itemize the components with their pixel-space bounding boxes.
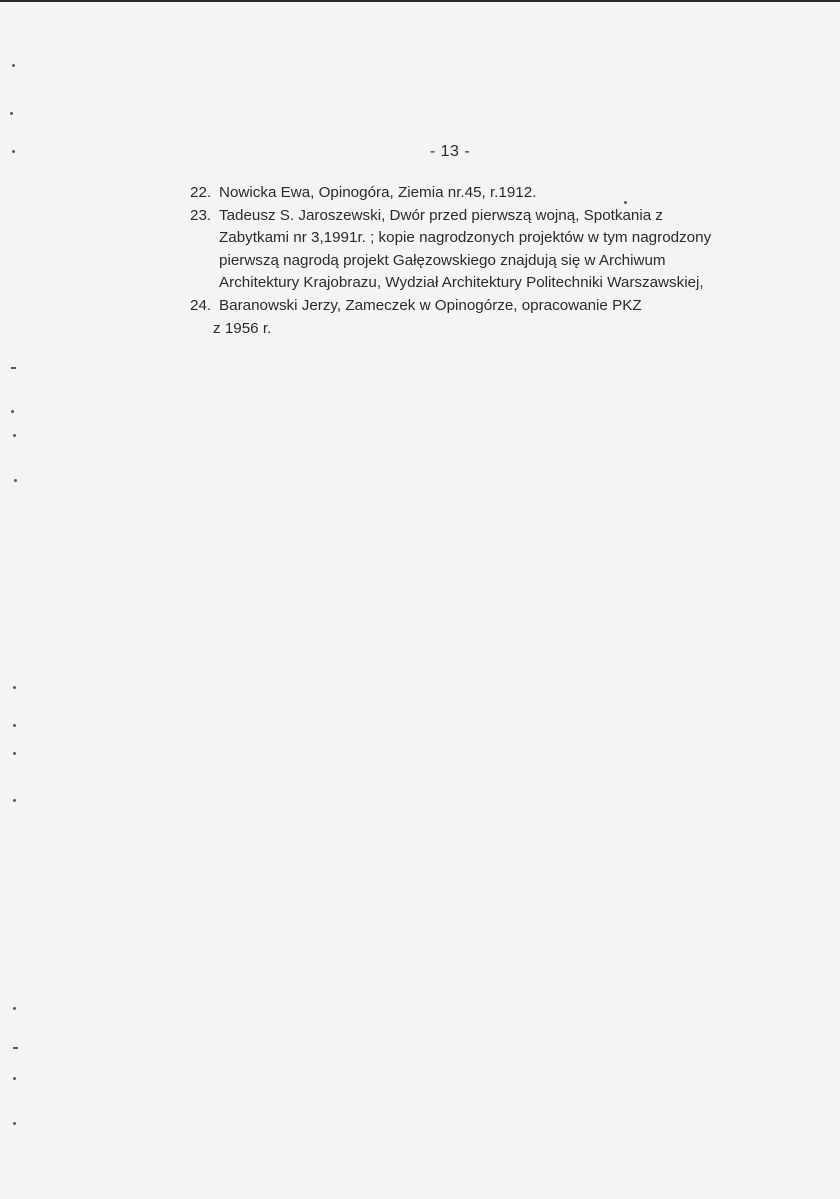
reference-list [190,182,730,340]
reference-number: 24. [190,296,212,314]
reference-text: Baranowski Jerzy, Zameczek w Opinogórze, opracowanie PKZ [219,296,642,314]
reference-text-continuation: z 1956 r. [213,319,272,337]
reference-text: Nowicka Ewa, Opinogóra, Ziemia nr.45, r.1912. [219,184,537,201]
scan-speck [11,410,14,413]
scan-speck [13,1122,16,1125]
scan-speck [11,367,16,369]
reference-item [190,182,730,205]
reference-number: 23. [190,206,212,224]
scan-speck [13,1047,18,1049]
scan-speck [13,1077,16,1080]
page-number: - 13 - [429,143,471,160]
scan-speck [10,112,13,115]
reference-number: 22. [190,184,212,201]
scan-speck [13,434,16,437]
scan-speck [13,752,16,755]
scan-speck [12,150,15,153]
reference-item [190,295,730,340]
scan-speck [13,1007,16,1010]
reference-text: Tadeusz S. Jaroszewski, Dwór przed pierwszą wojną, Spotkania z Zabytkami nr 3,1991r. ; kopie nagrodzonych projektów w tym nagrodzony pierwszą nagrodą projekt Gałęzowskiego znajdują się w Archiwum Architektury Krajobrazu, Wydział Architektury Politechniki Warszawskiej, [219,206,712,292]
scan-speck [624,201,627,204]
reference-item [190,205,730,295]
scan-speck [14,479,17,482]
scan-speck [13,686,16,689]
scan-speck [13,799,16,802]
scan-speck [13,724,16,727]
scan-speck [12,64,15,67]
